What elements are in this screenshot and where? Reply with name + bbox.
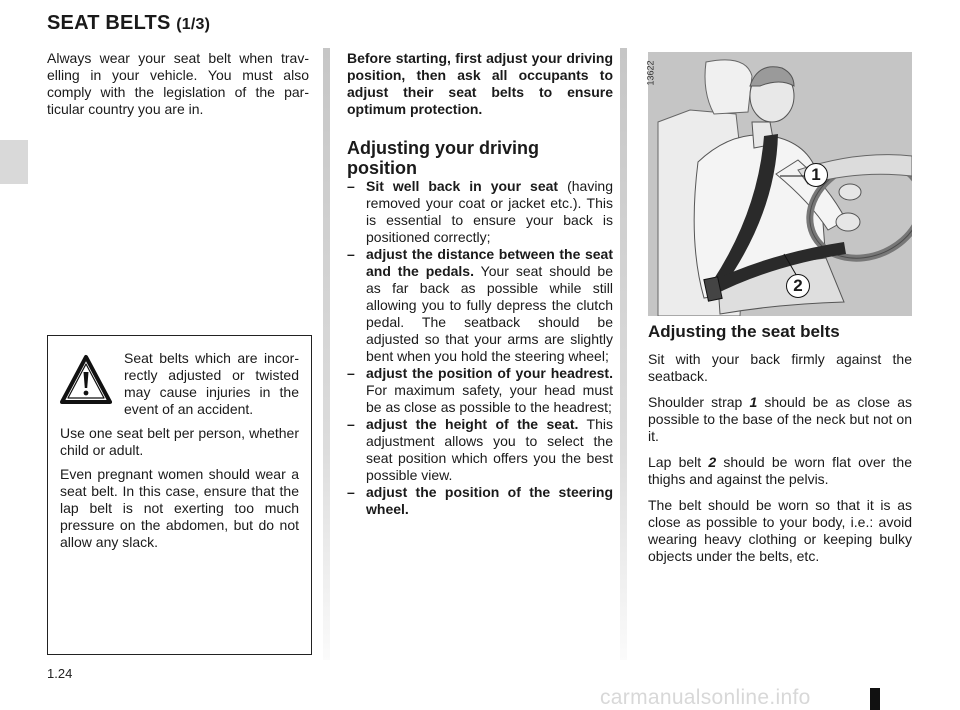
section-heading-seat-belts: Adjusting the seat belts — [648, 322, 840, 341]
list-item-text: Your seat should be as far back as possible while still allowing you to fully depress the clutch pedal. The seatback should be adjusted so that your arms are slightly bent when you hold the steering wheel; — [366, 263, 613, 364]
list-item-bold: adjust the position of your headrest. — [366, 365, 613, 381]
warning-header — [60, 350, 299, 418]
seatbelt-paragraph-1: Sit with your back firmly against the seatback. — [648, 351, 912, 384]
list-item: – adjust the position of your headrest. For maximum safety, your head must be as close as possible to the headrest; — [347, 365, 613, 415]
list-item-text: For maximum safety, your head must be as close as possible to the headrest; — [366, 382, 613, 415]
watermark: carmanualsonline.info — [600, 686, 811, 709]
callout-1-badge: 1 — [804, 163, 828, 187]
warning-text-3: Even pregnant women should wear a seat belt. In this case, ensure that the lap belt is not exerting too much pressure on the abdomen, but do not allow any slack. — [60, 466, 299, 550]
page-corner-mark — [870, 688, 880, 710]
warning-triangle-icon — [60, 354, 112, 406]
driver-seatbelt-drawing — [645, 52, 912, 316]
list-item-bold: Sit well back in your seat — [366, 178, 559, 194]
seatbelt-paragraph-4: The belt should be worn so that it is as close as possible to your body, i.e.: avoid wearing heavy clothing or keeping bulky objects under the belts, etc. — [648, 497, 912, 564]
adjust-intro: Before starting, first adjust your driving position, then ask all occupants to adjust their seat belts to ensure optimum protection. — [347, 50, 613, 117]
adjustment-list — [347, 178, 613, 518]
callout-ref-1: 1 — [749, 394, 758, 410]
section-heading-driving-position: Adjusting your driving position — [347, 138, 539, 178]
page-number: 1.24 — [47, 666, 73, 681]
list-item-bold: adjust the position of the steering wheel. — [366, 484, 613, 517]
list-item: – adjust the height of the seat. This adjustment allows you to select the seat position which offers you the best possible view. — [347, 416, 613, 483]
column-seat-belts — [648, 322, 912, 565]
column-separator-1 — [323, 48, 330, 660]
column-driving-position — [347, 50, 613, 518]
callout-2-badge: 2 — [786, 274, 810, 298]
title-text: SEAT BELTS — [47, 12, 171, 34]
seatbelt-paragraph-3: Lap belt 2 should be worn flat over the thighs and against the pelvis. — [648, 454, 912, 487]
seatbelt-illustration — [645, 52, 912, 316]
list-item-text: This adjustment allows you to select the seat position which offers you the best possible view. — [366, 416, 613, 483]
list-item-bold: adjust the distance between the seat and the pedals. — [366, 246, 613, 279]
list-item: – adjust the position of the steering wheel. — [347, 484, 613, 517]
list-item-bold: adjust the height of the seat. — [366, 416, 579, 432]
title-page-indicator: (1/3) — [176, 16, 211, 33]
list-item-text: (having removed your coat or jacket etc.). This is essential to ensure your back is positioned correctly; — [366, 178, 613, 245]
intro-paragraph: Always wear your seat belt when travelling in your vehicle. You must also comply with the legislation of the particular country you are in. — [47, 50, 309, 117]
callout-ref-2: 2 — [708, 454, 717, 470]
page-title — [47, 12, 210, 35]
list-item: – adjust the distance between the seat and the pedals. Your seat should be as far back as possible while still allowing you to fully depress the clutch pedal. The seatback should be adjusted so that your arms are slightly bent when you hold the steering wheel; — [347, 246, 613, 364]
seatbelt-paragraph-2: Shoulder strap 1 should be as close as possible to the base of the neck but not on it. — [648, 394, 912, 444]
column-separator-2 — [620, 48, 627, 660]
warning-box — [47, 335, 312, 655]
warning-text-1: Seat belts which are incorrectly adjusted or twisted may cause injuries in the event of an accident. — [124, 350, 299, 417]
list-item: – Sit well back in your seat (having removed your coat or jacket etc.). This is essential to ensure your back is positioned correctly; — [347, 178, 613, 245]
warning-text-2: Use one seat belt per person, whether child or adult. — [60, 425, 299, 458]
figure-number: 13622 — [645, 60, 656, 86]
section-side-tab — [0, 140, 28, 184]
